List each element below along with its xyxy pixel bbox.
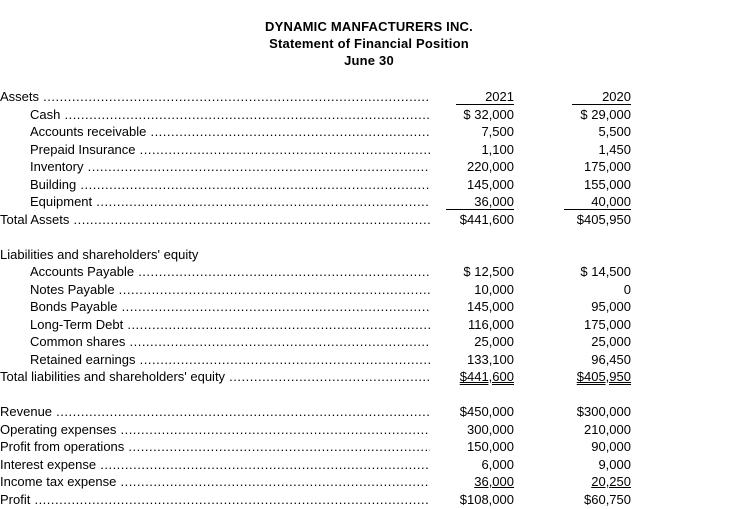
value-2020: 175,000 [584,159,631,174]
value-2020: 90,000 [591,439,631,454]
row-label: Inventory ..... [30,158,430,176]
value-2021: 133,100 [467,351,514,367]
row-label: Interest expense ..... [0,456,430,474]
row-label: Profit ..... [0,491,430,509]
value-2020: 0 [623,281,631,297]
row-label: Prepaid Insurance ..... [30,141,430,159]
value-2021: 220,000 [467,159,514,174]
table-row [0,333,738,351]
value-2020: 175,000 [584,316,631,332]
table-row [0,403,738,421]
statement-date: June 30 [344,53,394,68]
row-label: Building ..... [30,176,430,194]
value-2021: 1,100 [481,141,514,157]
value-2020: 1,450 [598,141,631,157]
value-2020: 40,000 [591,194,631,209]
table-row [0,141,738,159]
value-2020: $ 14,500 [580,264,631,279]
table-row [0,298,738,316]
value-2020: $ 29,000 [580,106,631,122]
value-2021: 145,000 [467,176,514,192]
value-2020: 95,000 [591,299,631,314]
liabilities-heading: Liabilities and shareholders' equity [0,246,199,262]
value-2020: 9,000 [598,456,631,472]
total-liabilities-row [0,368,738,386]
value-2021: 25,000 [474,334,514,349]
table-row [0,106,738,124]
total-assets-row [0,211,738,229]
value-2021: 116,000 [467,316,514,332]
statement-title: Statement of Financial Position [269,36,469,51]
value-2020: 20,250 [591,474,631,489]
row-label: Bonds Payable ..... [30,298,430,316]
table-row [0,351,738,369]
row-label: Cash ..... [30,106,430,124]
value-2021: 36,000 [474,194,514,209]
value-2020: 96,450 [591,351,631,367]
value-2020: 25,000 [591,334,631,349]
column-year-2021: 2021 [485,89,514,104]
statement-header [0,18,738,69]
table-row [0,123,738,141]
table-row [0,281,738,299]
value-2020: $300,000 [576,404,631,419]
table-row [0,263,738,281]
row-label: Income tax expense ..... [0,473,430,491]
row-label: Profit from operations ..... [0,438,430,456]
table-row [0,193,738,211]
value-2021: $450,000 [459,404,514,419]
row-label: Notes Payable ..... [30,281,430,299]
value-2021: $441,600 [459,369,514,384]
value-2021: 7,500 [481,124,514,139]
table-row [0,316,738,334]
table-row [0,158,738,176]
value-2021: $ 32,000 [463,106,514,122]
table-row [0,473,738,491]
row-label: Revenue ..... [0,403,430,421]
value-2021: 300,000 [467,421,514,437]
assets-heading-row [0,88,738,106]
value-2020: 155,000 [584,176,631,192]
value-2021: 6,000 [481,456,514,472]
row-label: Common shares ..... [30,333,430,351]
value-2021: $441,600 [459,211,514,227]
value-2021: $108,000 [459,491,514,507]
assets-heading: Assets ..... [0,88,430,106]
row-label: Long-Term Debt ..... [30,316,430,334]
row-label: Operating expenses ..... [0,421,430,439]
table-row [0,438,738,456]
company-name: DYNAMIC MANFACTURERS INC. [265,19,473,34]
value-2020: 5,500 [598,124,631,139]
row-label: Total Assets ..... [0,211,430,229]
value-2020: $405,950 [576,211,631,227]
value-2021: 145,000 [467,299,514,314]
row-label: Equipment ..... [30,193,430,211]
value-2021: 10,000 [474,281,514,297]
value-2021: 150,000 [467,439,514,454]
row-label: Retained earnings ..... [30,351,430,369]
profit-row [0,491,738,509]
table-row [0,176,738,194]
value-2020: $60,750 [584,491,631,507]
value-2020: 210,000 [584,421,631,437]
value-2021: 36,000 [474,474,514,489]
row-label: Accounts Payable ..... [30,263,430,281]
liabilities-heading-row [0,246,738,264]
value-2021: $ 12,500 [463,264,514,279]
table-row [0,421,738,439]
value-2020: $405,950 [576,369,631,384]
table-row [0,456,738,474]
column-year-2020: 2020 [602,89,631,104]
row-label: Total liabilities and shareholders' equity ..... [0,368,430,386]
row-label: Accounts receivable ..... [30,123,430,141]
